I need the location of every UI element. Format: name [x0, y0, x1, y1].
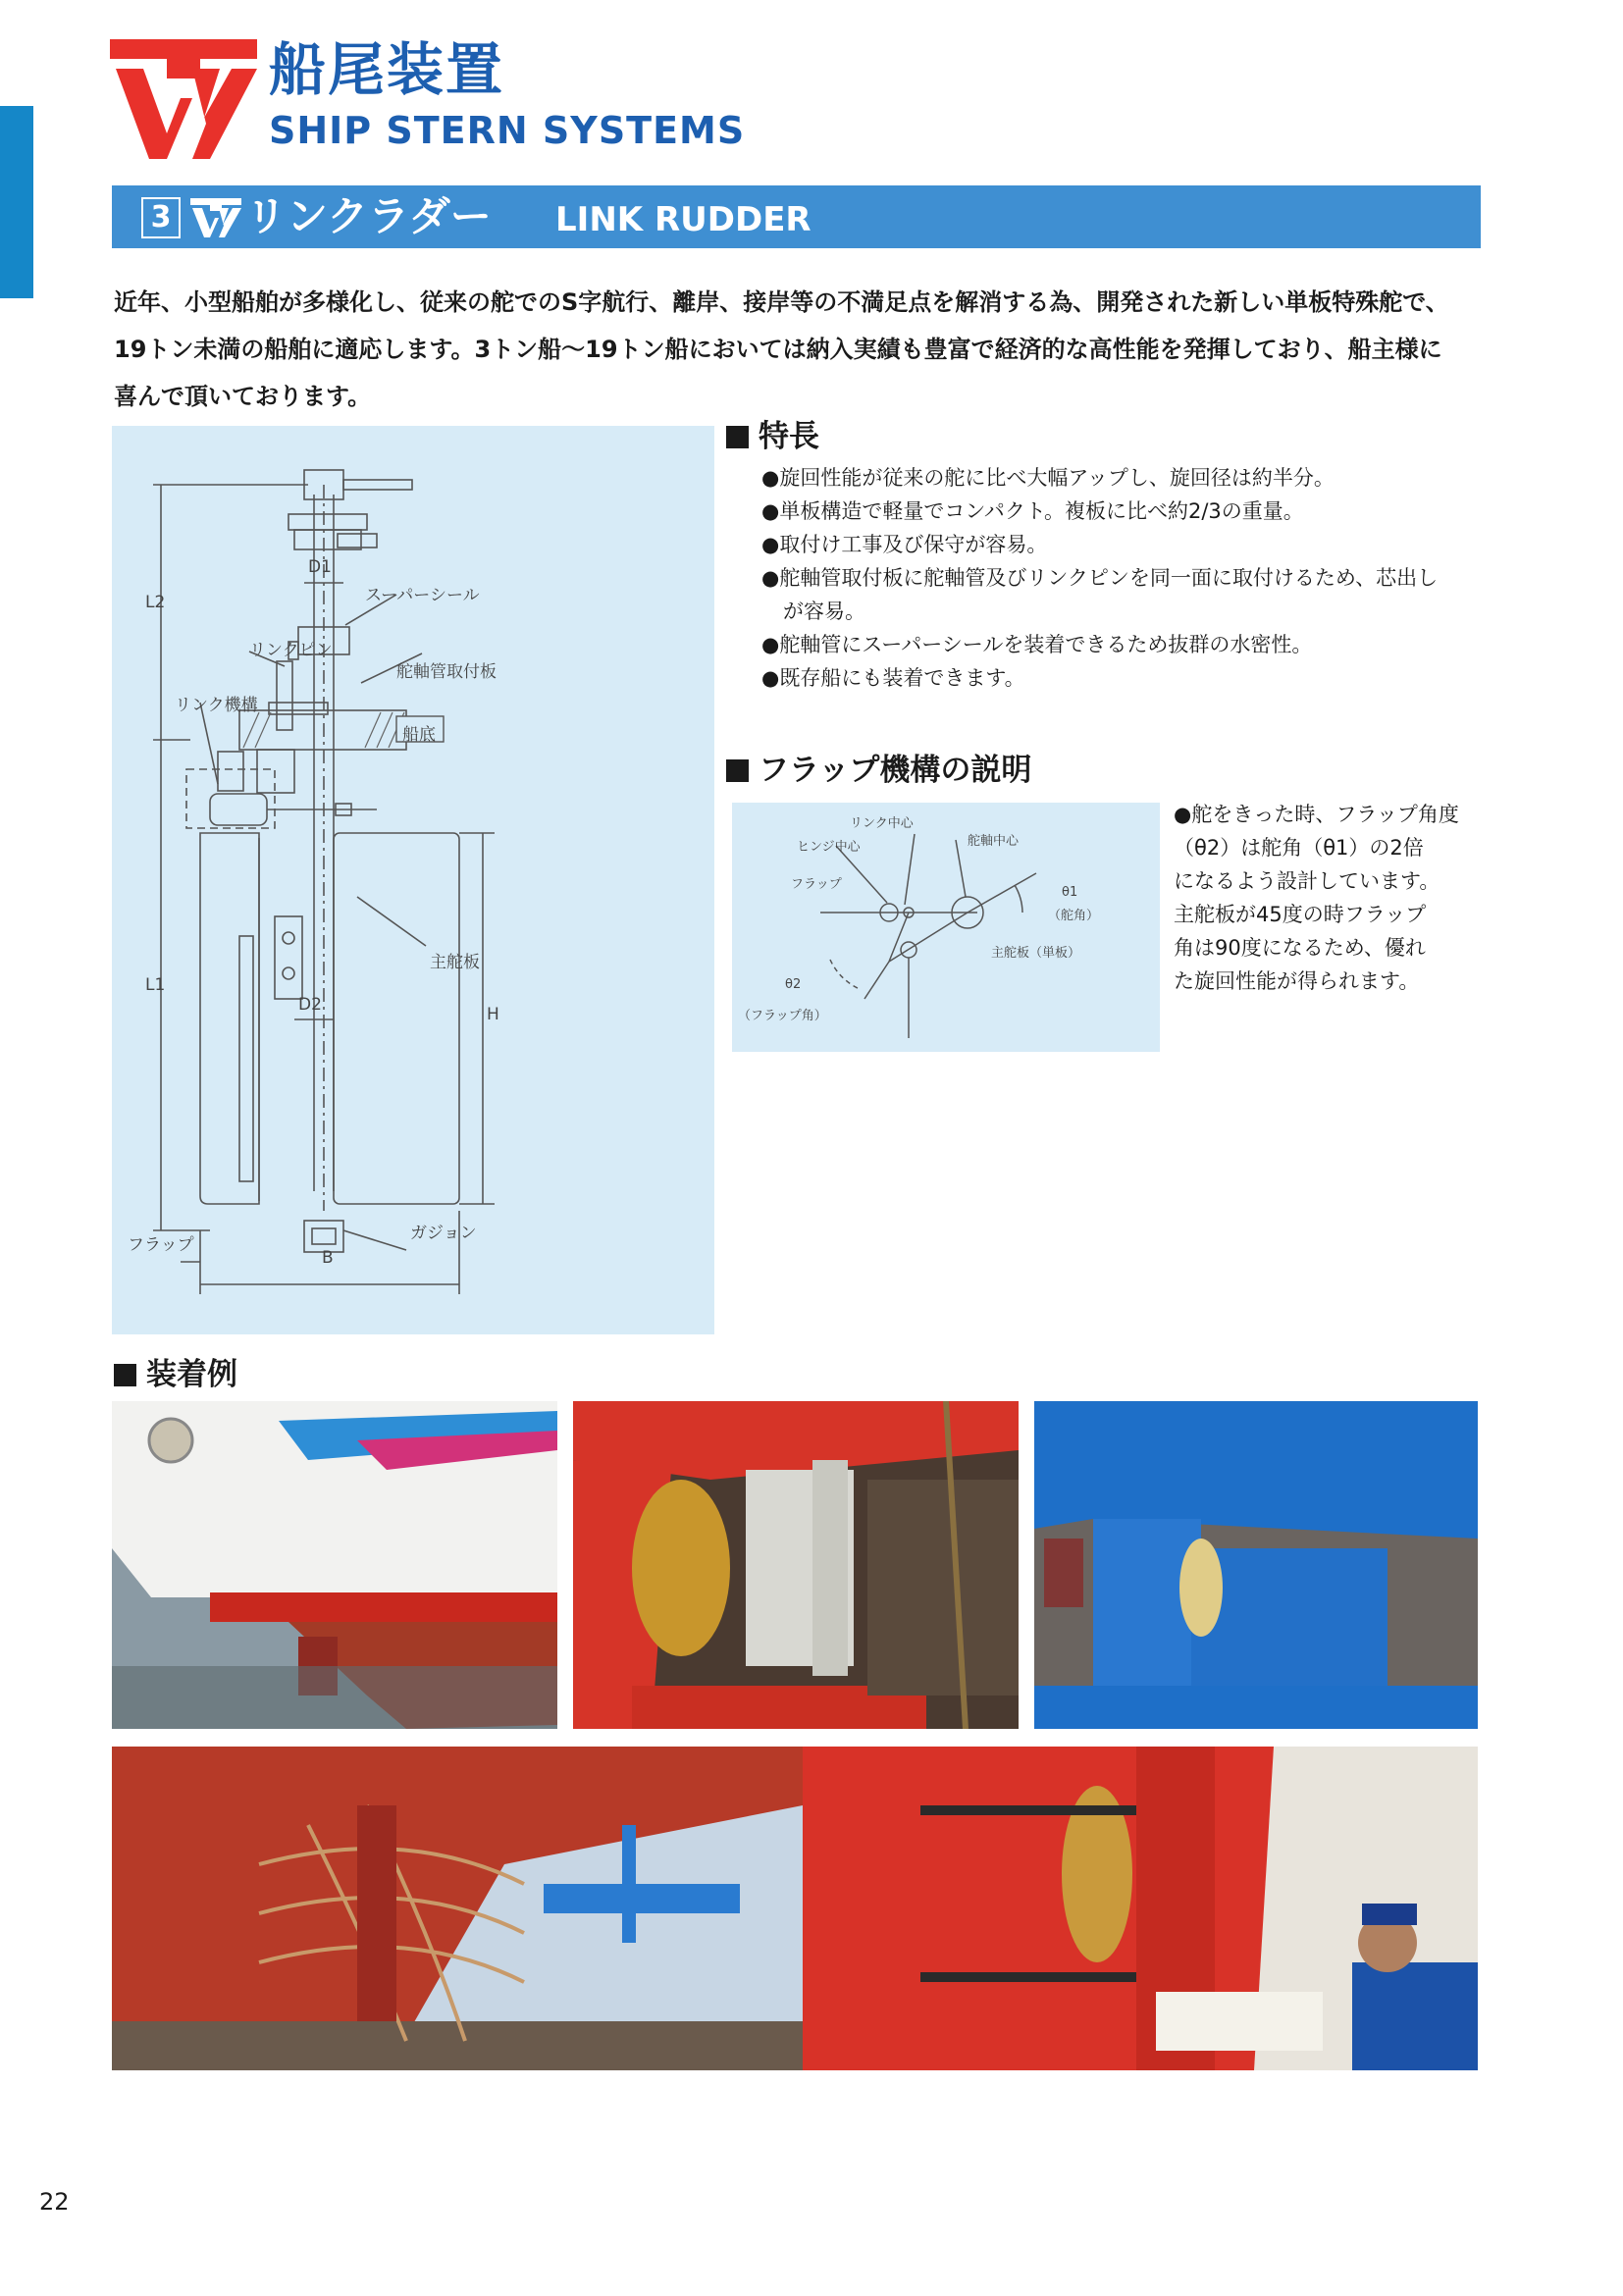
label-shaft-center: 舵軸中心: [968, 834, 1020, 849]
label-main-plate-single: 主舵板（単板）: [991, 946, 1081, 961]
feature-item: ●既存船にも装着できます。: [761, 666, 1025, 690]
page-number: 22: [39, 2188, 70, 2216]
square-bullet-icon: [726, 426, 749, 448]
brand-logo: [110, 39, 257, 159]
intro-paragraph: [114, 279, 1488, 420]
label-rudder-angle: （舵角）: [1048, 909, 1100, 923]
rudder-drawing: [112, 426, 714, 1334]
feature-item: ●舵軸管取付板に舵軸管及びリンクピンを同一面に取付けるため、芯出しが容易。: [761, 566, 1439, 623]
label-flap: フラップ: [128, 1235, 194, 1255]
label-flap-diagram: フラップ: [791, 877, 842, 892]
flap-text-line: ●舵をきった時、フラップ角度: [1174, 803, 1459, 826]
dim-label-l2: L2: [145, 593, 166, 612]
label-flap-angle: （フラップ角）: [738, 1009, 827, 1023]
flap-diagram: [732, 803, 1160, 1052]
intro-line: 19トン未満の船舶に適応します。3トン船～19トン船においては納入実績も豊富で経済的な高性能を発揮しており、船主様に: [114, 336, 1442, 363]
example-photo-5: [803, 1747, 1478, 2070]
page-title-ja: 船尾装置: [269, 36, 505, 103]
dim-label-d2: D2: [298, 995, 322, 1015]
label-main-plate: 主舵板: [430, 953, 480, 972]
flap-text-line: た旋回性能が得られます。: [1174, 969, 1420, 993]
example-photo-1: [112, 1401, 557, 1729]
square-bullet-icon: [726, 759, 749, 782]
label-ship-bottom: 船底: [402, 725, 436, 745]
feature-item: ●取付け工事及び保守が容易。: [761, 533, 1048, 556]
feature-item: ●舵軸管にスーパーシールを装着できるため抜群の水密性。: [761, 633, 1313, 656]
dim-label-l1: L1: [145, 975, 166, 995]
features-heading: 特長: [726, 422, 819, 452]
flap-heading: フラップ機構の説明: [726, 756, 1031, 786]
flap-text-line: 角は90度になるため、優れ: [1174, 936, 1426, 960]
feature-item: ●単板構造で軽量でコンパクト。複板に比べ約2/3の重量。: [761, 499, 1304, 523]
example-photo-3: [1034, 1401, 1478, 1729]
square-bullet-icon: [114, 1364, 136, 1386]
flap-text-line: （θ2）は舵角（θ1）の2倍: [1174, 836, 1424, 860]
section-logo-icon: [190, 198, 241, 237]
page-title-en: SHIP STERN SYSTEMS: [269, 109, 746, 152]
rudder-drawing-svg: [112, 426, 714, 1334]
dim-label-b: B: [322, 1248, 334, 1268]
dim-label-h: H: [487, 1005, 499, 1024]
dim-label-d1: D1: [308, 557, 332, 577]
example-photo-2: [573, 1401, 1019, 1729]
label-link-center: リンク中心: [850, 816, 914, 831]
label-theta1: θ1: [1062, 885, 1078, 900]
section-title-en: LINK RUDDER: [555, 200, 812, 239]
section-number: 3: [141, 197, 181, 238]
intro-line: 喜んで頂いております。: [114, 383, 372, 410]
side-tab: [0, 106, 33, 298]
flap-text-line: 主舵板が45度の時フラップ: [1174, 903, 1427, 926]
intro-line: 近年、小型船舶が多様化し、従来の舵でのS字航行、離岸、接岸等の不満足点を解消する為、開発された新しい単板特殊舵で、: [114, 288, 1449, 316]
label-link-mechanism: リンク機構: [175, 696, 258, 715]
example-photo-4: [112, 1747, 803, 2070]
flap-text-line: になるよう設計しています。: [1174, 869, 1440, 893]
label-gudgeon: ガジョン: [410, 1224, 477, 1243]
section-title-ja: リンクラダー: [245, 192, 492, 240]
label-shaft-plate: 舵軸管取付板: [396, 662, 497, 682]
label-super-seal: スーパーシール: [365, 586, 480, 605]
label-hinge-center: ヒンジ中心: [797, 840, 861, 855]
examples-heading: 装着例: [114, 1360, 237, 1390]
flap-description: [1174, 798, 1488, 998]
features-list: [761, 461, 1488, 695]
label-theta2: θ2: [785, 977, 802, 992]
label-link-pin: リンクピン: [249, 641, 333, 660]
feature-item: ●旋回性能が従来の舵に比べ大幅アップし、旋回径は約半分。: [761, 466, 1335, 490]
